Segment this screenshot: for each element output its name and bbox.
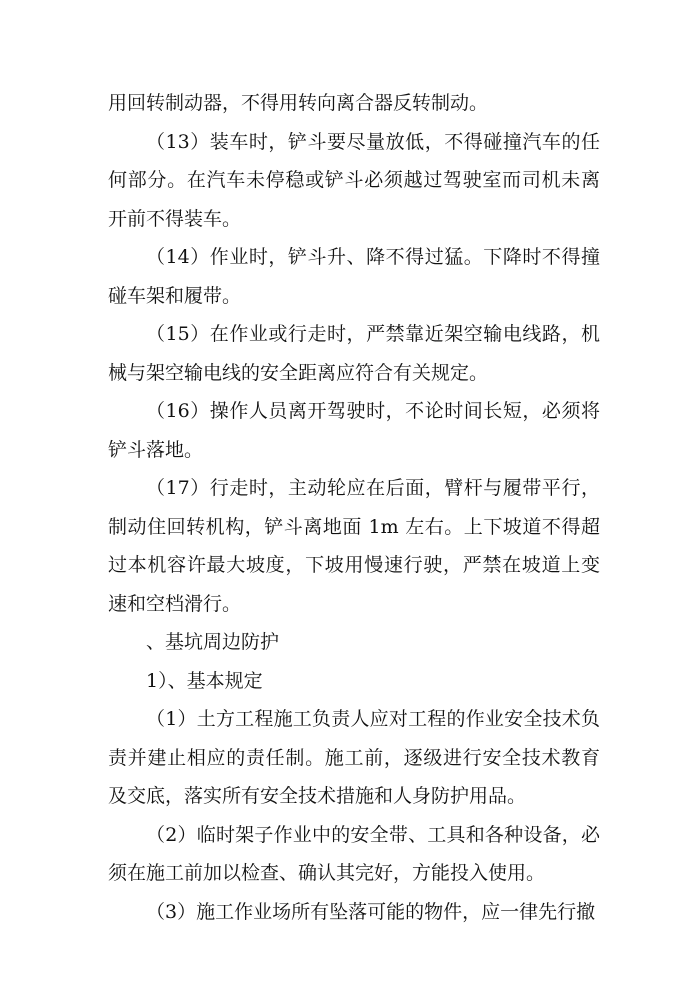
- paragraph-item-15: （15）在作业或行走时，严禁靠近架空输电线路，机械与架空输电线的安全距离应符合有关规定。: [108, 323, 600, 384]
- paragraph-item-16: （16）操作人员离开驾驶时，不论时间长短，必须将铲斗落地。: [108, 400, 600, 461]
- subsection-heading-basic-rules: 1）、基本规定: [146, 669, 263, 692]
- paragraph-rule-2: （2）临时架子作业中的安全带、工具和各种设备，必须在施工前加以检查、确认其完好，方能投入使用。: [108, 823, 600, 884]
- paragraph-item-17: （17）行走时，主动轮应在后面，臂杆与履带平行，制动住回转机构，铲斗离地面 1m 左右。上下坡道不得超过本机容许最大坡度，下坡用慢速行驶，严禁在坡道上变速和空档滑行。: [108, 477, 600, 615]
- section-heading-pit-protection: 、基坑周边防护: [146, 631, 280, 653]
- paragraph-item-14: （14）作业时，铲斗升、降不得过猛。下降时不得撞碰车架和履带。: [108, 246, 600, 307]
- paragraph-rule-1: （1）土方工程施工负责人应对工程的作业安全技术负责并建止相应的责任制。施工前，逐级进行安全技术教育及交底，落实所有安全技术措施和人身防护用品。: [108, 708, 600, 807]
- paragraph-item-13: （13）装车时，铲斗要尽量放低，不得碰撞汽车的任何部分。在汽车未停稳或铲斗必须越过驾驶室而司机未离开前不得装车。: [108, 130, 600, 230]
- paragraph-rule-3: （3）施工作业场所有坠落可能的物件，应一律先行撤: [146, 900, 596, 923]
- paragraph-continuation: 用回转制动器，不得用转向离合器反转制动。: [108, 92, 489, 114]
- document-body: [108, 84, 600, 931]
